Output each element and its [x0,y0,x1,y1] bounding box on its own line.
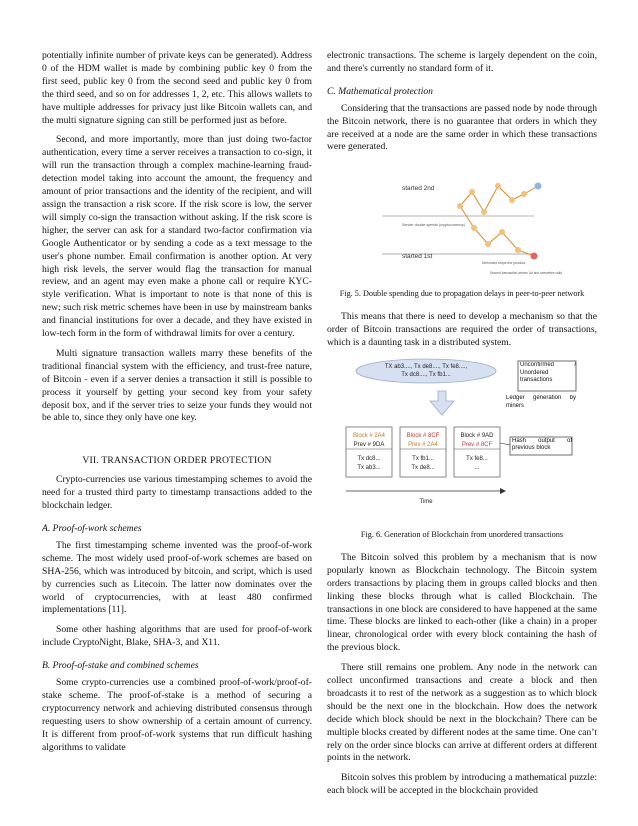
hash-note: Hash output of previous block [512,437,572,451]
cloud-line-2: Tx dc8...., Tx fb1... [401,371,451,378]
block-1-tx-2: Tx ab3... [357,464,381,471]
ledger-label: Ledger generation by miners [506,394,576,409]
paragraph: There still remains one problem. Any node in the network can collect unconfirmed transactions and create a block and then broadcasts it to rest of the network as a suggestion as to which block should be the next one in the blockchain. How does the network decide which block should be next in the blockchain? There can be multiple blocks created by different nodes at the same time. One can’t rely on the order since blocks can arrive at different orders at different points in the network. [327,662,597,764]
time-axis-label: Time [419,498,433,505]
figure-caption: Fig. 6. Generation of Blockchain from unordered transactions [360,529,564,539]
block-1-tx-1: Tx dc8... [357,455,381,462]
figure-5 [362,166,562,284]
paragraph: Some other hashing algorithms that are used for proof-of-work include CryptoNight, Blake, SHA-3, and X11. [42,624,312,649]
block-3-tx-2: ... [474,464,480,471]
blockchain-diagram [342,357,582,525]
paragraph: electronic transactions. The scheme is largely dependent on the coin, and there's currently no standard form of it. [327,50,597,74]
paragraph: potentially infinite number of private keys can be generated). Address 0 of the HDM wallet is made by combining public key 0 from the first seed, public key 0 from the second seed and public key 0 from the third seed, and so on for addresses 1, 2, etc. This allows wallets to have multiple addresses for privacy just like Bitcoin wallets can, and the multi signature signing can still be performed just as before. [42,50,312,126]
paragraph: This means that there is need to develop a mechanism so that the order of Bitcoin transactions are required the order of transactions, which is a daunting task in a distributed system. [327,311,597,349]
block-1-prev: Prev # 9DA [353,441,385,448]
figure-6 [342,357,582,525]
figure-caption: Fig. 5. Double spending due to propagation delays in peer-to-peer network [339,289,585,299]
time-arrow-icon [500,488,506,494]
block-3-prev: Prev # 8CF [461,441,493,448]
subsection-heading: B. Proof-of-stake and combined schemes [42,660,199,672]
subsection-heading: C. Mathematical protection [327,85,433,97]
subsection-heading: A. Proof-of-work schemes [42,523,142,534]
left-column [42,50,312,762]
unconfirmed-label: Unconfirmed / Unordered transactions [520,361,576,383]
paragraph: Second, and more importantly, more than just doing two-factor authentication, every time a server receives a transaction to co-sign, it will run the transaction through a complex machine-learning fraud-detection model taking into account the amount, the frequency and amount of prior transactions and the identity of the recipient, and will assign the transaction a risk score. If the risk score is low, the server will simply co-sign the transaction without asking. If the risk score is higher, the server can ask for a standard two-factor confirmation via Google Authenticator or by sending a code as a text message to the user's phone number. Email confirmation is another option. At very high risk levels, the server would flag the transaction for manual review, and an agent may even make a phone call or require KYC-style verification. What is important to note is that none of this is new; such risk metric schemes have been in use by mainstream banks and financial institutions for over a decade, and they have existed in low-tech form in the form of withdrawal limits for over a century. [42,134,312,340]
block-2-title: Block # 8CF [406,432,440,439]
fig5-note-left: Sender double spends (cryptocurrency) [402,223,465,228]
double-spend-diagram [362,166,562,284]
fig5-label-bottom: started 1st [402,253,433,261]
paragraph: The Bitcoin solved this problem by a mechanism that is now popularly known as Blockchain technology. The Bitcoin system orders transactions by placing them in groups called blocks and then linking these blocks through what is called Blockchain. The transactions in one block are considered to have happened at the same time. These blocks are linked to each-other (like a chain) in a proper linear, chronological order with every block containing the hash of the previous block. [327,551,597,654]
cloud-shape [356,359,496,383]
block-1-title: Block # 2A4 [352,432,386,439]
right-column [327,50,597,805]
fig5-label-top: started 2nd [402,185,435,193]
section-heading: VII. TRANSACTION ORDER PROTECTION [82,455,272,467]
down-arrow-icon [430,391,454,415]
block-2-prev: Prev # 2A4 [408,441,438,448]
block-3-title: Block # 9AD [460,432,494,439]
block-3-tx-1: Tx fe8... [466,455,488,462]
paragraph: Bitcoin solves this problem by introducing a mathematical puzzle: each block will be accepted in the blockchain provided [327,772,597,797]
fig5-note-right: Second transaction arrives 1st and overwrites valid [490,271,562,276]
fig5-note-mid: Merchant ships the product [482,261,526,266]
paragraph: Considering that the transactions are passed node by node through the Bitcoin network, there is no guarantee that orders in which they are received at a node are the same order in which these transactions were generated. [327,102,597,153]
cloud-line-1: TX ab3...., Tx de8...., Tx fe8...., [384,363,468,370]
block-2-tx-2: Tx de8... [411,464,435,471]
block-2-tx-1: Tx fb1... [412,455,434,462]
paragraph: The first timestamping scheme invented was the proof-of-work scheme. The most widely used proof-of-work schemes are based on SHA-256, which was introduced by bitcoin, and script, which is used by currencies such as Litecoin. The latter now dominates over the world of cryptocurrencies, with at least 480 confirmed implementations [11]. [42,539,312,616]
paragraph: Crypto-currencies use various timestamping schemes to avoid the need for a trusted third party to timestamp transactions added to the blockchain ledger. [42,474,312,512]
paragraph: Some crypto-currencies use a combined proof-of-work/proof-of-stake scheme. The proof-of-stake is a method of securing a cryptocurrency network and achieving distributed consensus through requesting users to show ownership of a certain amount of currency. It is different from proof-of-work systems that run difficult hashing algorithms to validate [42,677,312,753]
paragraph: Multi signature transaction wallets marry these benefits of the traditional financial system with the efficiency, and trust-free nature, of Bitcoin - even if a server denies a transaction it still is possible to process it yourself by getting your second key from your safety deposit box, and if the server tries to seize your funds they would not be able to, since they only have one key. [42,347,312,424]
